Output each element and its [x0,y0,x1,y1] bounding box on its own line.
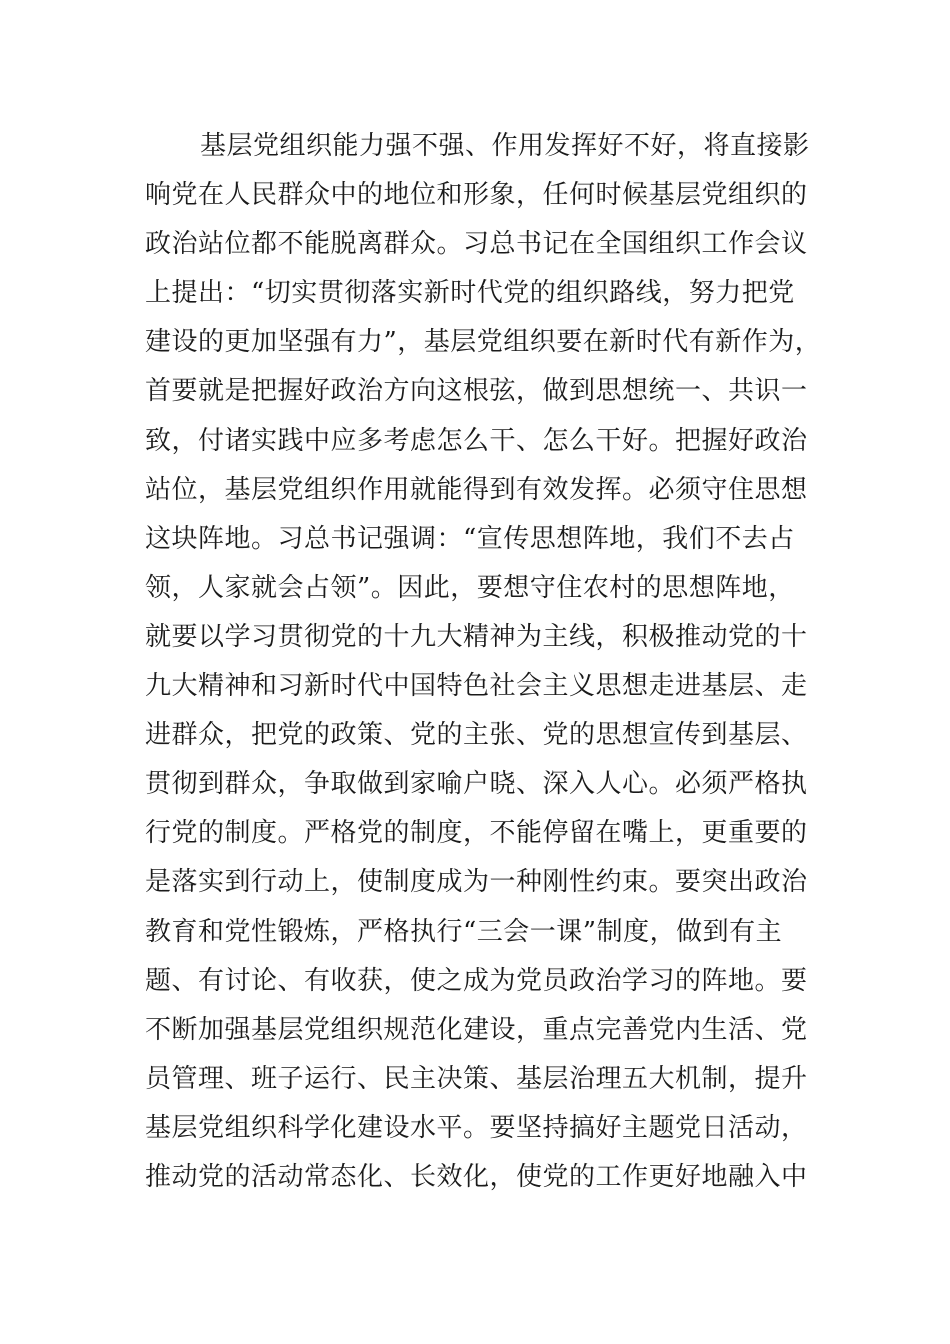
text-line: 领，人家就会占领”。因此，要想守住农村的思想阵地， [145,572,795,603]
text-line: 首要就是把握好政治方向这根弦，做到思想统一、共识一 [145,376,808,407]
text-line: 响党在人民群众中的地位和形象，任何时候基层党组织的 [145,180,808,211]
text-line: 建设的更加坚强有力”，基层党组织要在新时代有新作为， [145,327,822,358]
text-line: 这块阵地。习总书记强调：“宣传思想阵地，我们不去占 [145,523,795,554]
text-line: 是落实到行动上，使制度成为一种刚性约束。要突出政治 [145,867,808,898]
text-line: 致，付诸实践中应多考虑怎么干、怎么干好。把握好政治 [145,425,808,456]
body-paragraph [145,122,822,1202]
text-line: 九大精神和习新时代中国特色社会主义思想走进基层、走 [145,671,808,702]
text-line: 题、有讨论、有收获，使之成为党员政治学习的阵地。要 [145,965,808,996]
text-line: 行党的制度。严格党的制度，不能停留在嘴上，更重要的 [145,818,808,849]
text-line: 上提出：“切实贯彻落实新时代党的组织路线，努力把党 [145,278,795,309]
text-line: 就要以学习贯彻党的十九大精神为主线，积极推动党的十 [145,621,808,652]
text-line: 基层党组织科学化建设水平。要坚持搞好主题党日活动， [145,1112,808,1143]
text-line: 推动党的活动常态化、长效化，使党的工作更好地融入中 [145,1161,808,1192]
text-line: 教育和党性锻炼，严格执行“三会一课”制度，做到有主 [145,916,783,947]
text-line: 进群众，把党的政策、党的主张、党的思想宣传到基层、 [145,720,808,751]
text-line: 不断加强基层党组织规范化建设，重点完善党内生活、党 [145,1014,808,1045]
text-line: 政治站位都不能脱离群众。习总书记在全国组织工作会议 [145,229,808,260]
text-line: 员管理、班子运行、民主决策、基层治理五大机制，提升 [145,1063,808,1094]
text-line: 基层党组织能力强不强、作用发挥好不好，将直接影 [200,131,810,161]
text-line: 站位，基层党组织作用就能得到有效发挥。必须守住思想 [145,474,808,505]
text-line: 贯彻到群众，争取做到家喻户晓、深入人心。必须严格执 [145,769,808,800]
